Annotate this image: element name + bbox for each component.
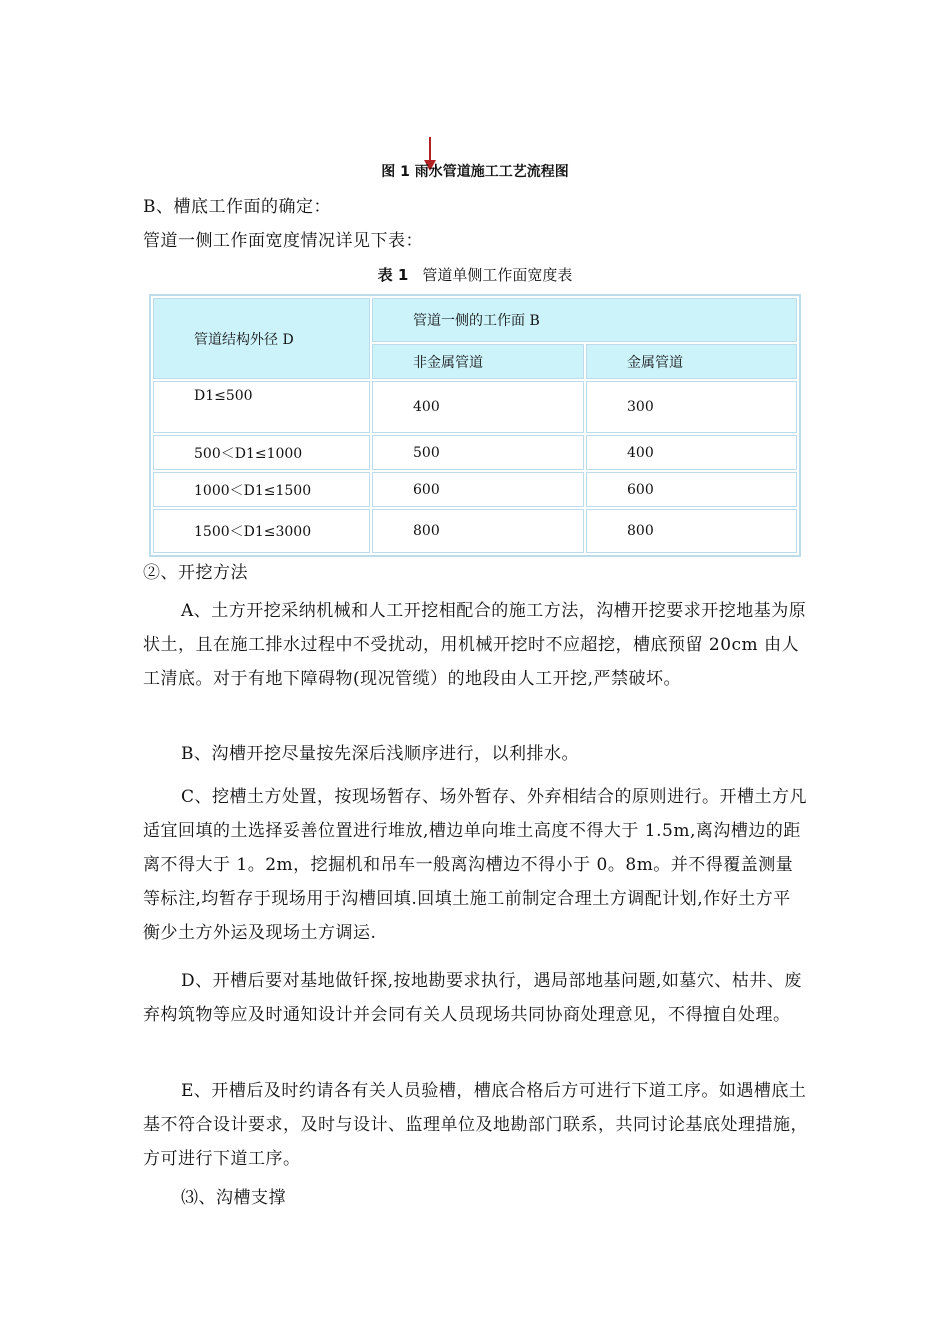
header-outer-diameter: 管道结构外径 D bbox=[153, 298, 370, 379]
cell-nonmetal: 600 bbox=[372, 472, 584, 507]
paragraph-d: D、开槽后要对基地做钎探,按地勘要求执行，遇局部地基问题,如墓穴、枯井、废弃构筑物等应及时通知设计并会同有关人员现场共同协商处理意见，不得擅自处理。 bbox=[143, 971, 802, 1025]
header-nonmetal: 非金属管道 bbox=[372, 344, 584, 379]
table-row bbox=[153, 435, 797, 470]
cell-nonmetal: 800 bbox=[372, 509, 584, 553]
table-intro: 管道一侧工作面宽度情况详见下表： bbox=[143, 231, 423, 251]
cell-metal: 600 bbox=[586, 472, 797, 507]
header-metal: 金属管道 bbox=[586, 344, 797, 379]
table-row bbox=[153, 509, 797, 553]
header-work-face-group: 管道一侧的工作面 B bbox=[372, 298, 797, 342]
cell-nonmetal: 500 bbox=[372, 435, 584, 470]
excavation-method-heading: ②、开挖方法 bbox=[143, 563, 248, 583]
table-caption bbox=[0, 264, 950, 285]
work-width-table bbox=[149, 294, 801, 557]
cell-metal: 300 bbox=[586, 381, 797, 433]
table-caption-title: 管道单侧工作面宽度表 bbox=[422, 266, 573, 284]
paragraph-a: A、土方开挖采纳机械和人工开挖相配合的施工方法，沟槽开挖要求开挖地基为原状土，且在施工排水过程中不受扰动，用机械开挖时不应超挖，槽底预留 20cm 由人工清底。对于有地下障碍物(现况管缆）的地段由人工开挖,严禁破坏。 bbox=[143, 601, 807, 689]
paragraph-c: C、挖槽土方处置，按现场暂存、场外暂存、外弃相结合的原则进行。开槽土方凡适宜回填的土选择妥善位置进行堆放,槽边单向堆土高度不得大于 1.5m,离沟槽边的距离不得大于 1。2m，挖掘机和吊车一般离沟槽边不得小于 0。8m。并不得覆盖测量等标注,均暂存于现场用于沟槽回填.回填土施工前制定合理土方调配计划,作好土方平衡少土方外运及现场土方调运. bbox=[143, 787, 808, 943]
table-header-row bbox=[153, 298, 797, 342]
cell-metal: 400 bbox=[586, 435, 797, 470]
cell-nonmetal: 400 bbox=[372, 381, 584, 433]
table-caption-label: 表 1 bbox=[377, 266, 409, 284]
paragraph-e: E、开槽后及时约请各有关人员验槽，槽底合格后方可进行下道工序。如遇槽底土基不符合设计要求，及时与设计、监理单位及地勘部门联系，共同讨论基底处理措施，方可进行下道工序。 bbox=[143, 1081, 808, 1169]
cell-range: 1000＜D1≤1500 bbox=[153, 472, 370, 507]
cell-metal: 800 bbox=[586, 509, 797, 553]
table-row bbox=[153, 472, 797, 507]
figure-caption: 图 1 雨水管道施工工艺流程图 bbox=[381, 164, 569, 180]
paragraph-b: B、沟槽开挖尽量按先深后浅顺序进行，以利排水。 bbox=[181, 744, 579, 764]
section-b-title: B、槽底工作面的确定： bbox=[143, 197, 331, 217]
cell-range: 1500＜D1≤3000 bbox=[153, 509, 370, 553]
cell-range: D1≤500 bbox=[153, 381, 370, 433]
table-row bbox=[153, 381, 797, 433]
trench-support-heading: ⑶、沟槽支撑 bbox=[181, 1188, 286, 1208]
cell-range: 500＜D1≤1000 bbox=[153, 435, 370, 470]
